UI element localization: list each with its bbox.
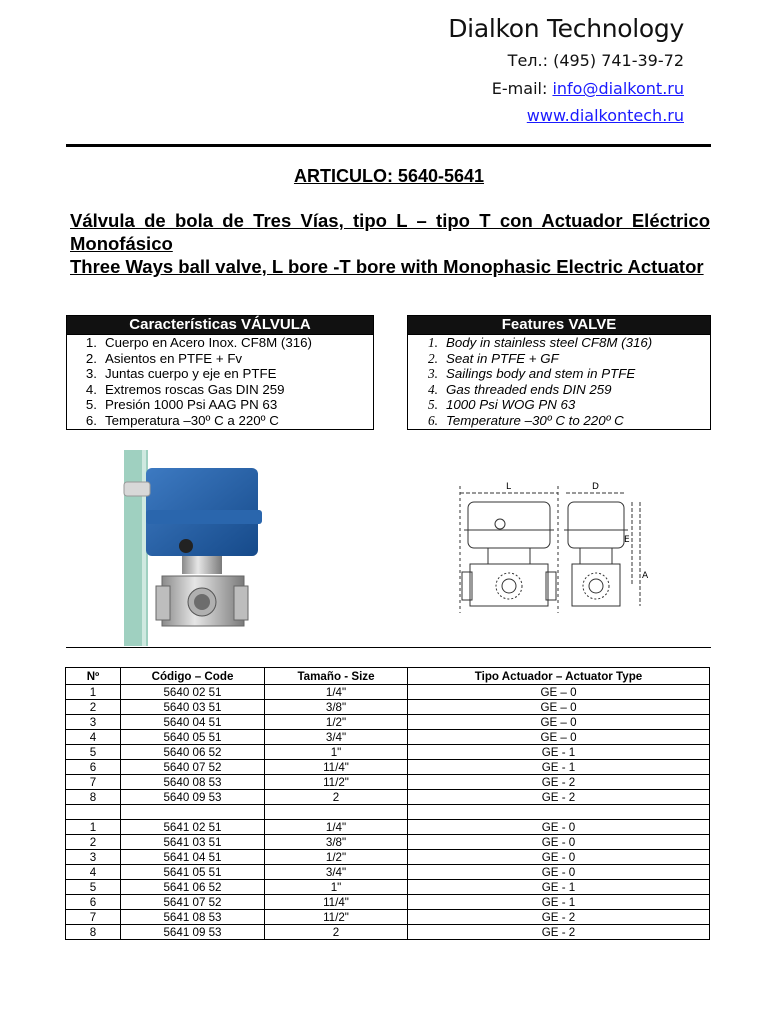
- table-header-row: [66, 668, 710, 685]
- features-list-english: [408, 335, 710, 429]
- table-row: [66, 790, 710, 805]
- table-row: [66, 925, 710, 940]
- feature-text: Extremos roscas Gas DIN 259: [105, 381, 285, 397]
- feature-text: Asientos en PTFE + Fv: [105, 350, 243, 366]
- cell-number: 3: [66, 850, 121, 865]
- feature-text: Body in stainless steel CF8M (316): [446, 335, 653, 350]
- parts-table: [65, 667, 710, 940]
- cell-number: 8: [66, 790, 121, 805]
- feature-text: Seat in PTFE + GF: [446, 350, 559, 366]
- cell-size: 2: [265, 925, 408, 940]
- cell-code: 5641 02 51: [121, 820, 265, 835]
- cell-size: 11/4": [265, 760, 408, 775]
- dim-label-e: E: [624, 535, 630, 545]
- cell-actuator: GE - 1: [408, 880, 710, 895]
- feature-number: 2.: [85, 350, 97, 366]
- feature-text: Temperatura –30º C a 220º C: [105, 412, 279, 428]
- feature-item: [67, 397, 373, 413]
- cell-actuator: GE - 0: [408, 865, 710, 880]
- feature-number: 5.: [428, 397, 438, 413]
- cell-code: 5641 03 51: [121, 835, 265, 850]
- cell-size: 3/4": [265, 730, 408, 745]
- cell-code: 5640 09 53: [121, 790, 265, 805]
- cell-actuator: GE - 2: [408, 790, 710, 805]
- cell-size: 1/2": [265, 715, 408, 730]
- feature-text: Juntas cuerpo y eje en PTFE: [105, 366, 277, 382]
- feature-item: [67, 366, 373, 382]
- article-number: ARTICULO: 5640-5641: [293, 166, 485, 186]
- feature-item: [408, 382, 710, 398]
- cell-code: [121, 805, 265, 820]
- feature-number: 1.: [85, 335, 97, 350]
- cell-number: 6: [66, 895, 121, 910]
- feature-number: 3.: [428, 366, 438, 382]
- cell-number: 4: [66, 865, 121, 880]
- cell-code: 5641 06 52: [121, 880, 265, 895]
- valve-photo: [110, 446, 280, 646]
- cell-number: 2: [66, 835, 121, 850]
- cell-actuator: GE - 1: [408, 745, 710, 760]
- title-spanish: Válvula de bola de Tres Vías, tipo L – tipo T con Actuador Eléctrico Monofásico: [70, 210, 710, 254]
- col-header-code: Código – Code: [121, 668, 265, 685]
- cell-actuator: GE - 2: [408, 910, 710, 925]
- dimension-drawing: [440, 478, 660, 628]
- cell-number: 7: [66, 910, 121, 925]
- feature-item: [67, 351, 373, 367]
- cell-number: 6: [66, 760, 121, 775]
- feature-number: 3.: [85, 366, 97, 382]
- dim-label-d: D: [592, 482, 599, 492]
- email-line: [492, 79, 684, 98]
- feature-number: 6.: [85, 412, 97, 428]
- cell-code: 5640 07 52: [121, 760, 265, 775]
- cell-code: 5640 05 51: [121, 730, 265, 745]
- website-link[interactable]: www.dialkontech.ru: [526, 106, 684, 125]
- cell-size: 3/4": [265, 865, 408, 880]
- feature-item: [408, 335, 710, 351]
- feature-text: Presión 1000 Psi AAG PN 63: [105, 397, 278, 413]
- cell-code: 5640 06 52: [121, 745, 265, 760]
- table-row: [66, 805, 710, 820]
- table-row: [66, 745, 710, 760]
- cell-actuator: GE - 0: [408, 850, 710, 865]
- cell-code: 5641 04 51: [121, 850, 265, 865]
- feature-item: [67, 382, 373, 398]
- feature-text: Sailings body and stem in PTFE: [446, 366, 636, 382]
- cell-actuator: GE - 0: [408, 835, 710, 850]
- table-row: [66, 700, 710, 715]
- cell-actuator: GE – 0: [408, 685, 710, 700]
- table-row: [66, 835, 710, 850]
- cell-code: 5641 09 53: [121, 925, 265, 940]
- cell-code: 5641 07 52: [121, 895, 265, 910]
- features-title-english: Features VALVE: [408, 316, 710, 335]
- cell-code: 5640 03 51: [121, 700, 265, 715]
- cell-number: 1: [66, 820, 121, 835]
- dim-label-l: L: [506, 482, 512, 492]
- cell-actuator: GE - 0: [408, 820, 710, 835]
- cell-size: 3/8": [265, 700, 408, 715]
- phone: Тел.: (495) 741-39-72: [507, 51, 684, 70]
- cell-size: 1/2": [265, 850, 408, 865]
- cell-number: 1: [66, 685, 121, 700]
- table-row: [66, 685, 710, 700]
- table-row: [66, 880, 710, 895]
- cell-actuator: GE – 0: [408, 715, 710, 730]
- feature-number: 5.: [85, 397, 97, 413]
- feature-text: Gas threaded ends DIN 259: [446, 381, 612, 397]
- table-row: [66, 895, 710, 910]
- cell-number: 2: [66, 700, 121, 715]
- table-row: [66, 910, 710, 925]
- cell-actuator: [408, 805, 710, 820]
- cell-actuator: GE – 0: [408, 730, 710, 745]
- cell-actuator: GE – 0: [408, 700, 710, 715]
- cell-size: 11/4": [265, 895, 408, 910]
- cell-actuator: GE - 1: [408, 895, 710, 910]
- feature-number: 4.: [85, 381, 97, 397]
- manual-override-knob: [179, 539, 193, 553]
- feature-item: [408, 397, 710, 413]
- cell-size: 1/4": [265, 685, 408, 700]
- dim-label-a: A: [642, 571, 649, 581]
- cell-number: 3: [66, 715, 121, 730]
- cell-number: 5: [66, 880, 121, 895]
- cell-number: 8: [66, 925, 121, 940]
- table-divider: [66, 647, 711, 648]
- col-header-number: Nº: [66, 668, 121, 685]
- table-row: [66, 865, 710, 880]
- table-row: [66, 715, 710, 730]
- website-line: [527, 106, 684, 125]
- features-list-spanish: [67, 335, 373, 429]
- cell-size: 1": [265, 745, 408, 760]
- cell-code: 5640 08 53: [121, 775, 265, 790]
- feature-number: 4.: [428, 381, 438, 397]
- feature-number: 6.: [428, 412, 438, 428]
- feature-item: [67, 335, 373, 351]
- table-row: [66, 730, 710, 745]
- feature-item: [408, 351, 710, 367]
- parts-table-body: [66, 685, 710, 940]
- cell-code: 5641 08 53: [121, 910, 265, 925]
- feature-number: 2.: [428, 350, 438, 366]
- title-english: Three Ways ball valve, L bore -T bore with Monophasic Electric Actuator: [70, 256, 704, 277]
- cell-number: 7: [66, 775, 121, 790]
- cell-size: 1": [265, 880, 408, 895]
- cell-code: 5640 04 51: [121, 715, 265, 730]
- cell-number: 5: [66, 745, 121, 760]
- table-row: [66, 775, 710, 790]
- cell-size: 11/2": [265, 910, 408, 925]
- cell-actuator: GE - 2: [408, 775, 710, 790]
- table-row: [66, 760, 710, 775]
- feature-item: [67, 413, 373, 429]
- email-link[interactable]: info@dialkont.ru: [552, 79, 684, 98]
- feature-text: 1000 Psi WOG PN 63: [446, 397, 576, 413]
- cell-size: 11/2": [265, 775, 408, 790]
- cell-code: 5641 05 51: [121, 865, 265, 880]
- email-label: E-mail:: [491, 79, 553, 98]
- table-row: [66, 820, 710, 835]
- cell-code: 5640 02 51: [121, 685, 265, 700]
- features-box-english: [407, 315, 711, 430]
- cell-number: 4: [66, 730, 121, 745]
- cell-size: 1/4": [265, 820, 408, 835]
- feature-text: Temperature –30º C to 220º C: [446, 412, 624, 428]
- header-divider: [66, 144, 711, 147]
- feature-item: [408, 413, 710, 429]
- cell-size: 2: [265, 790, 408, 805]
- cell-actuator: GE - 1: [408, 760, 710, 775]
- cell-number: [66, 805, 121, 820]
- cell-size: [265, 805, 408, 820]
- cell-actuator: GE - 2: [408, 925, 710, 940]
- table-row: [66, 850, 710, 865]
- feature-number: 1.: [428, 335, 438, 350]
- features-title-spanish: Características VÁLVULA: [67, 316, 373, 335]
- cell-size: 3/8": [265, 835, 408, 850]
- company-name: Dialkon Technology: [448, 14, 684, 43]
- feature-text: Cuerpo en Acero Inox. CF8M (316): [105, 335, 312, 350]
- feature-item: [408, 366, 710, 382]
- col-header-size: Tamaño - Size: [265, 668, 408, 685]
- col-header-actuator: Tipo Actuador – Actuator Type: [408, 668, 710, 685]
- features-box-spanish: [66, 315, 374, 430]
